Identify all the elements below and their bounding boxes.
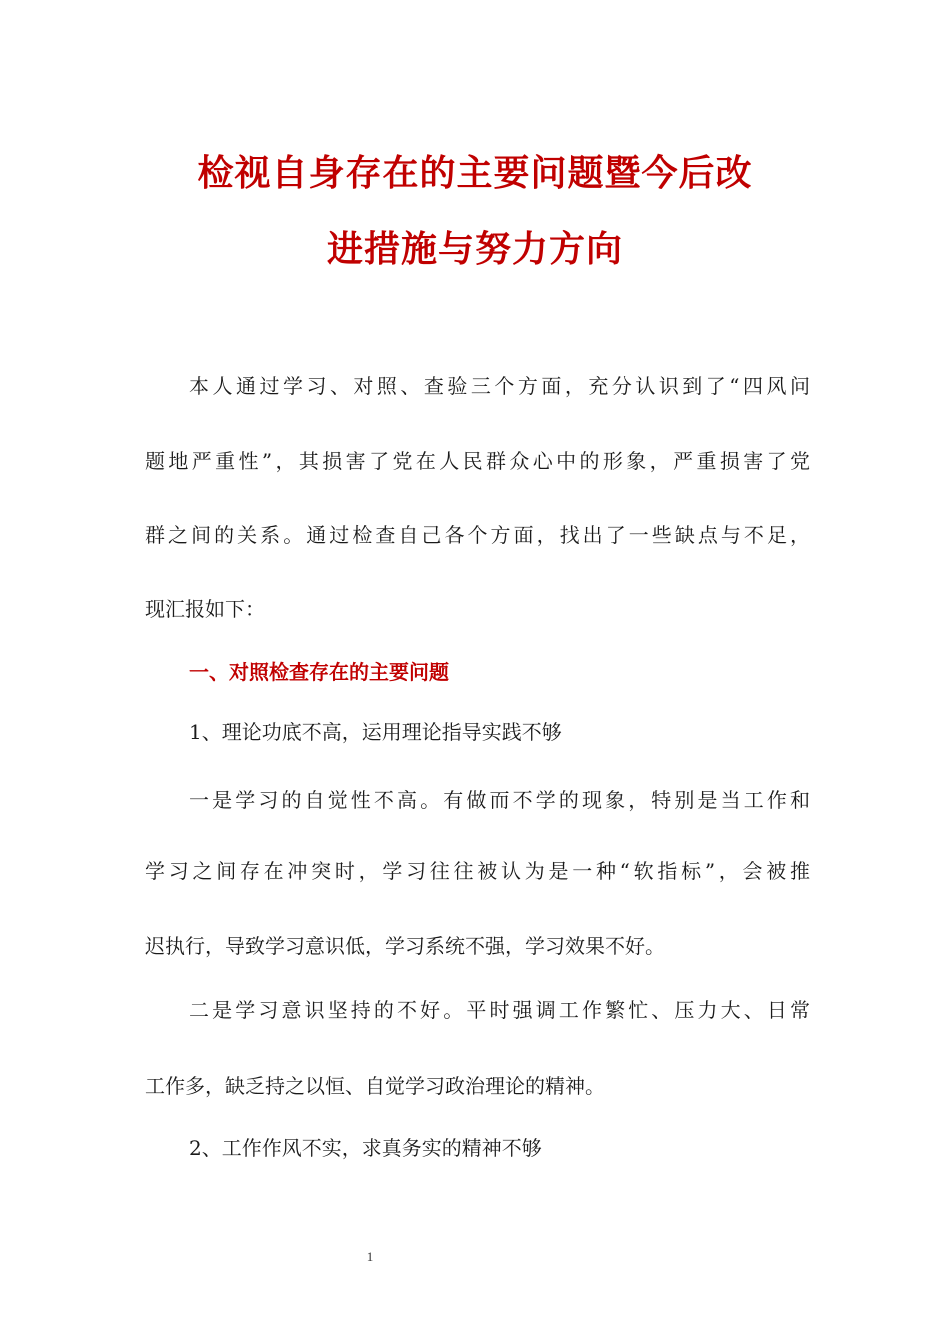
document-title-line-1: 检视自身存在的主要问题暨今后改 bbox=[197, 152, 753, 194]
intro-paragraph-line-2: 题地严重性”，其损害了党在人民群众心中的形象，严重损害了党 bbox=[145, 449, 810, 473]
point-2-line-2: 工作多，缺乏持之以恒、自觉学习政治理论的精神。 bbox=[145, 1074, 605, 1098]
point-1-line-2: 学习之间存在冲突时，学习往往被认为是一种“软指标”，会被推 bbox=[145, 859, 810, 883]
intro-paragraph-line-3: 群之间的关系。通过检查自己各个方面，找出了一些缺点与不足， bbox=[145, 523, 810, 547]
section-heading: 一、对照检查存在的主要问题 bbox=[189, 660, 449, 684]
point-1-line-3: 迟执行，导致学习意识低，学习系统不强，学习效果不好。 bbox=[145, 934, 665, 958]
item-2-heading: 2、工作作风不实，求真务实的精神不够 bbox=[189, 1136, 542, 1160]
point-1-line-1: 一是学习的自觉性不高。有做而不学的现象，特别是当工作和 bbox=[189, 788, 810, 812]
page-number: 1 bbox=[366, 1249, 374, 1264]
document-title-line-2: 进措施与努力方向 bbox=[326, 228, 623, 270]
intro-paragraph-line-4: 现汇报如下： bbox=[145, 597, 265, 621]
point-2-line-1: 二是学习意识坚持的不好。平时强调工作繁忙、压力大、日常 bbox=[189, 998, 810, 1022]
item-1-heading: 1、理论功底不高，运用理论指导实践不够 bbox=[189, 720, 562, 744]
intro-paragraph-line-1: 本人通过学习、对照、查验三个方面，充分认识到了“四风问 bbox=[189, 374, 810, 398]
